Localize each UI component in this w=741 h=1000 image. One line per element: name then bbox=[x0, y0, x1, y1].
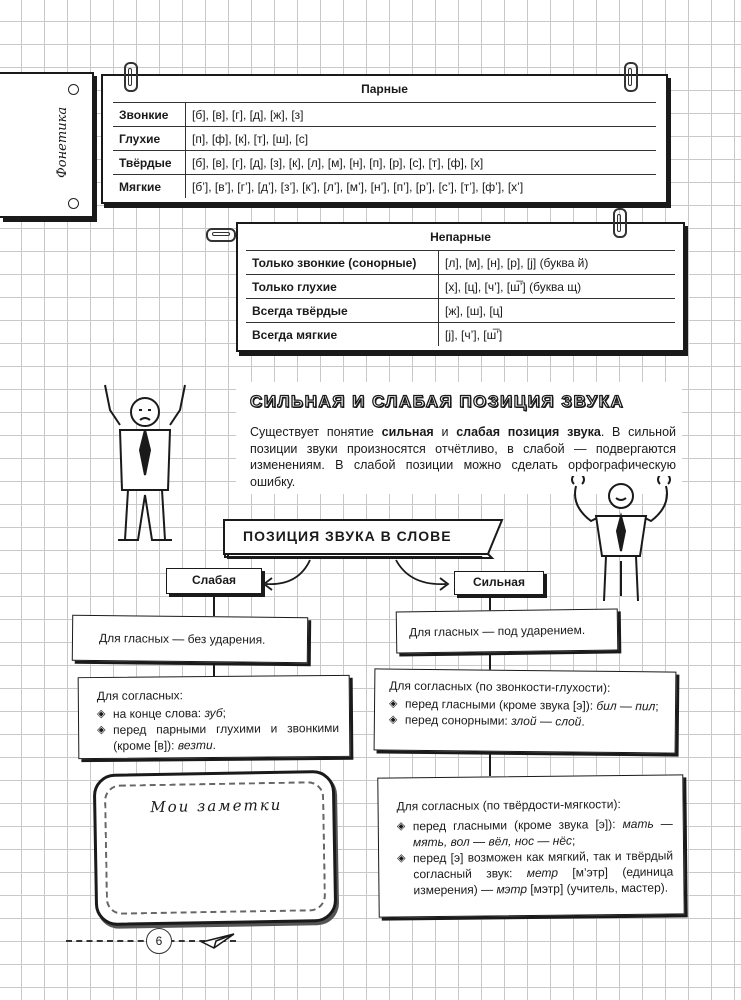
paired-table-title: Парные bbox=[361, 82, 408, 96]
row-value: [б], [в], [г], [д], [ж], [з] bbox=[186, 103, 657, 127]
row-label: Глухие bbox=[113, 127, 186, 151]
text: перед [э] возможен как мягкий, так и твёрдый согласный звук: bbox=[413, 848, 674, 882]
list-item bbox=[397, 848, 673, 899]
text: перед парными глухими и звонкими (кроме [в]): bbox=[113, 720, 340, 753]
strong-label: Сильная bbox=[473, 575, 525, 589]
example: метр bbox=[526, 865, 559, 881]
row-label: Твёрдые bbox=[113, 151, 186, 175]
paired-table-card bbox=[101, 74, 668, 204]
text: [мэтр] (учитель, мастер). bbox=[526, 880, 669, 897]
strong-man-illustration bbox=[566, 476, 676, 606]
weak-consonants-title: Для согласных: bbox=[96, 688, 184, 704]
sidebar-label: Фонетика bbox=[55, 106, 70, 178]
table-row bbox=[113, 175, 656, 199]
table-row bbox=[113, 151, 656, 175]
example: везти bbox=[177, 738, 213, 753]
strong-hard-list bbox=[397, 816, 674, 899]
text: Существует понятие bbox=[250, 425, 382, 439]
bold-text: сильная bbox=[381, 425, 434, 439]
list-item bbox=[97, 720, 339, 754]
strong-label-box bbox=[454, 571, 544, 595]
row-label: Только глухие bbox=[246, 275, 439, 299]
text: ; bbox=[222, 705, 227, 720]
strong-voice-box bbox=[374, 668, 677, 753]
text: перед гласными (кроме звука [э]): bbox=[404, 696, 597, 713]
connector-line bbox=[489, 652, 491, 670]
weak-consonants-box bbox=[78, 675, 351, 759]
unpaired-table-title: Непарные bbox=[430, 230, 491, 244]
list-item bbox=[397, 816, 673, 851]
bold-text: слабая позиция звука bbox=[456, 425, 601, 439]
worried-man-illustration bbox=[90, 380, 200, 550]
weak-label: Слабая bbox=[191, 573, 237, 587]
sidebar-ring-icon bbox=[68, 198, 79, 209]
text: . bbox=[581, 714, 585, 729]
connector-line bbox=[489, 752, 491, 776]
sidebar-ring-icon bbox=[68, 84, 79, 95]
example: мать — мять, вол — вёл, нос — нёс bbox=[412, 816, 673, 850]
section-title: СИЛЬНАЯ И СЛАБАЯ ПОЗИЦИЯ ЗВУКА bbox=[250, 392, 625, 411]
connector-line bbox=[213, 594, 215, 616]
strong-hard-title: Для согласных (по твёрдости-мягкости): bbox=[396, 797, 621, 814]
weak-label-box bbox=[166, 568, 262, 594]
row-value: [j], [ч’], [ш̅’] bbox=[439, 323, 676, 347]
sidebar-flag bbox=[0, 72, 94, 218]
strong-voice-list bbox=[389, 696, 665, 731]
strong-vowels-text: Для гласных — под ударением. bbox=[408, 622, 586, 640]
weak-consonants-list bbox=[97, 704, 339, 754]
paperclip-icon bbox=[613, 208, 627, 238]
unpaired-table-card bbox=[236, 222, 685, 352]
row-label: Мягкие bbox=[113, 175, 186, 199]
row-value: [б’], [в’], [г’], [д’], [з’], [к’], [л’], [м’], [н’], [п’], [р’], [с’], [т’], [ф’], [х’] bbox=[186, 175, 657, 199]
paper-plane-icon bbox=[200, 928, 236, 952]
example: зуб bbox=[204, 705, 223, 721]
text: ; bbox=[655, 699, 659, 714]
table-row bbox=[113, 103, 656, 127]
strong-vowels-box bbox=[396, 608, 619, 653]
row-value: [п], [ф], [к], [т], [ш], [с] bbox=[186, 127, 657, 151]
paperclip-icon bbox=[624, 62, 638, 92]
table-row bbox=[246, 323, 675, 347]
text: перед гласными (кроме звука [э]): bbox=[412, 817, 623, 834]
row-value: [л], [м], [н], [р], [j] (буква й) bbox=[439, 251, 676, 275]
table-row bbox=[246, 251, 675, 275]
row-label: Всегда мягкие bbox=[246, 323, 439, 347]
text: [м’этр] (единица измерения) — bbox=[413, 864, 674, 898]
text: ; bbox=[571, 833, 576, 848]
row-label: Только звонкие (сонорные) bbox=[246, 251, 439, 275]
table-row bbox=[246, 299, 675, 323]
row-value: [ж], [ш], [ц] bbox=[439, 299, 676, 323]
page-number-badge bbox=[146, 928, 172, 954]
strong-hard-box bbox=[377, 774, 684, 917]
arrow-left-icon bbox=[258, 556, 318, 596]
diagram-banner-title: ПОЗИЦИЯ ЗВУКА В СЛОВЕ bbox=[243, 528, 452, 544]
notes-title: Мои заметки bbox=[150, 795, 283, 817]
strong-voice-title: Для согласных (по звонкости-глухости): bbox=[389, 678, 611, 695]
example: бил — пил bbox=[596, 698, 656, 714]
arrow-right-icon bbox=[390, 556, 454, 596]
row-label: Всегда твёрдые bbox=[246, 299, 439, 323]
row-value: [х], [ц], [ч’], [ш̅’] (буква щ) bbox=[439, 275, 676, 299]
list-item bbox=[389, 712, 665, 731]
text: перед сонорными: bbox=[404, 712, 512, 728]
weak-vowels-text: Для гласных — без ударения. bbox=[98, 631, 266, 647]
example: мэтр bbox=[496, 882, 528, 897]
example: злой — слой bbox=[511, 713, 582, 729]
paperclip-icon bbox=[124, 62, 138, 92]
row-label: Звонкие bbox=[113, 103, 186, 127]
connector-line bbox=[213, 662, 215, 676]
page-number: 6 bbox=[155, 934, 163, 948]
unpaired-table bbox=[246, 250, 675, 346]
text: . В сильной позиции звуки произносятся отчётливо, в слабой — подвергаются изменениям. В слабой позиции можно сделать орфографическую ошибку. bbox=[250, 425, 677, 489]
row-value: [б], [в], [г], [д], [з], [к], [л], [м], [н], [п], [р], [с], [т], [ф], [х] bbox=[186, 151, 657, 175]
text: и bbox=[433, 425, 457, 439]
notes-box bbox=[93, 770, 338, 926]
text: . bbox=[212, 737, 217, 753]
table-row bbox=[113, 127, 656, 151]
table-row bbox=[246, 275, 675, 299]
text: на конце слова: bbox=[112, 706, 205, 721]
paperclip-icon bbox=[206, 228, 236, 242]
paired-table bbox=[113, 102, 656, 198]
weak-vowels-box bbox=[72, 615, 308, 663]
